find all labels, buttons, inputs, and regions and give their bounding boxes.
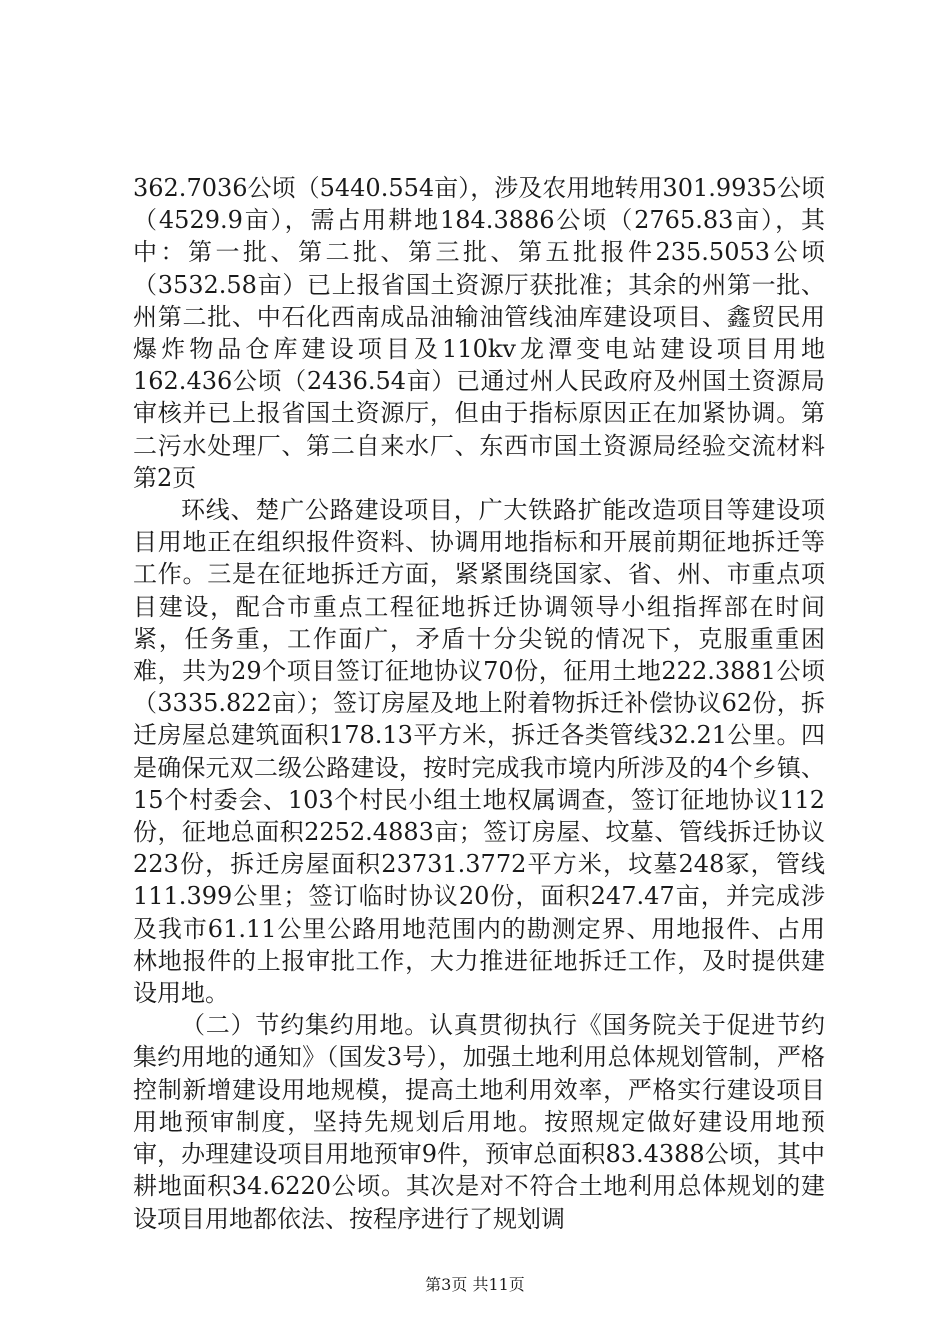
page-footer: 第3页 共11页 (425, 1275, 525, 1294)
paragraph-3: （二）节约集约用地。认真贯彻执行《国务院关于促进节约集约用地的通知》（国发3号），加强土地利用总体规划管制，严格控制新增建设用地规模，提高土地利用效率，严格实行建设项目用地预审制度，坚持先规划后用地。按照规定做好建设用地预审，办理建设项目用地预审9件，预审总面积83.4388公顷，其中耕地面积34.6220公顷。其次是对不符合土地利用总体规划的建设项目用地都依法、按程序进行了规划调 (133, 1011, 825, 1233)
paragraph-2: 环线、楚广公路建设项目，广大铁路扩能改造项目等建设项目用地正在组织报件资料、协调用地指标和开展前期征地拆迁等工作。三是在征地拆迁方面，紧紧围绕国家、省、州、市重点项目建设，配合市重点工程征地拆迁协调领导小组指挥部在时间紧，任务重，工作面广，矛盾十分尖锐的情况下，克服重重困难，共为29个项目签订征地协议70份，征用土地222.3881公顷（3335.822亩）；签订房屋及地上附着物拆迁补偿协议62份，拆迁房屋总建筑面积178.13平方米，拆迁各类管线32.21公里。四是确保元双二级公路建设，按时完成我市境内所涉及的4个乡镇、15个村委会、103个村民小组土地权属调查，签订征地协议112份，征地总面积2252.4883亩；签订房屋、坟墓、管线拆迁协议223份，拆迁房屋面积23731.3772平方米，坟墓248冢，管线111.399公里；签订临时协议20份，面积247.47亩，并完成涉及我市61.11公里公路用地范围内的勘测定界、用地报件、占用林地报件的上报审批工作，大力推进征地拆迁工作，及时提供建设用地。 (133, 496, 825, 1008)
body-text (133, 172, 825, 1235)
paragraph-1: 362.7036公顷（5440.554亩），涉及农用地转用301.9935公顷（4529.9亩），需占用耕地184.3886公顷（2765.83亩），其中：第一批、第二批、第三批、第五批报件235.5053公顷（3532.58亩）已上报省国土资源厅获批准；其余的州第一批、州第二批、中石化西南成品油输油管线油库建设项目、鑫贸民用爆炸物品仓库建设项目及110kv龙潭变电站建设项目用地162.436公顷（2436.54亩）已通过州人民政府及州国土资源局审核并已上报省国土资源厅，但由于指标原因正在加紧协调。第二污水处理厂、第二自来水厂、东西市国土资源局经验交流材料第2页 (133, 174, 825, 492)
